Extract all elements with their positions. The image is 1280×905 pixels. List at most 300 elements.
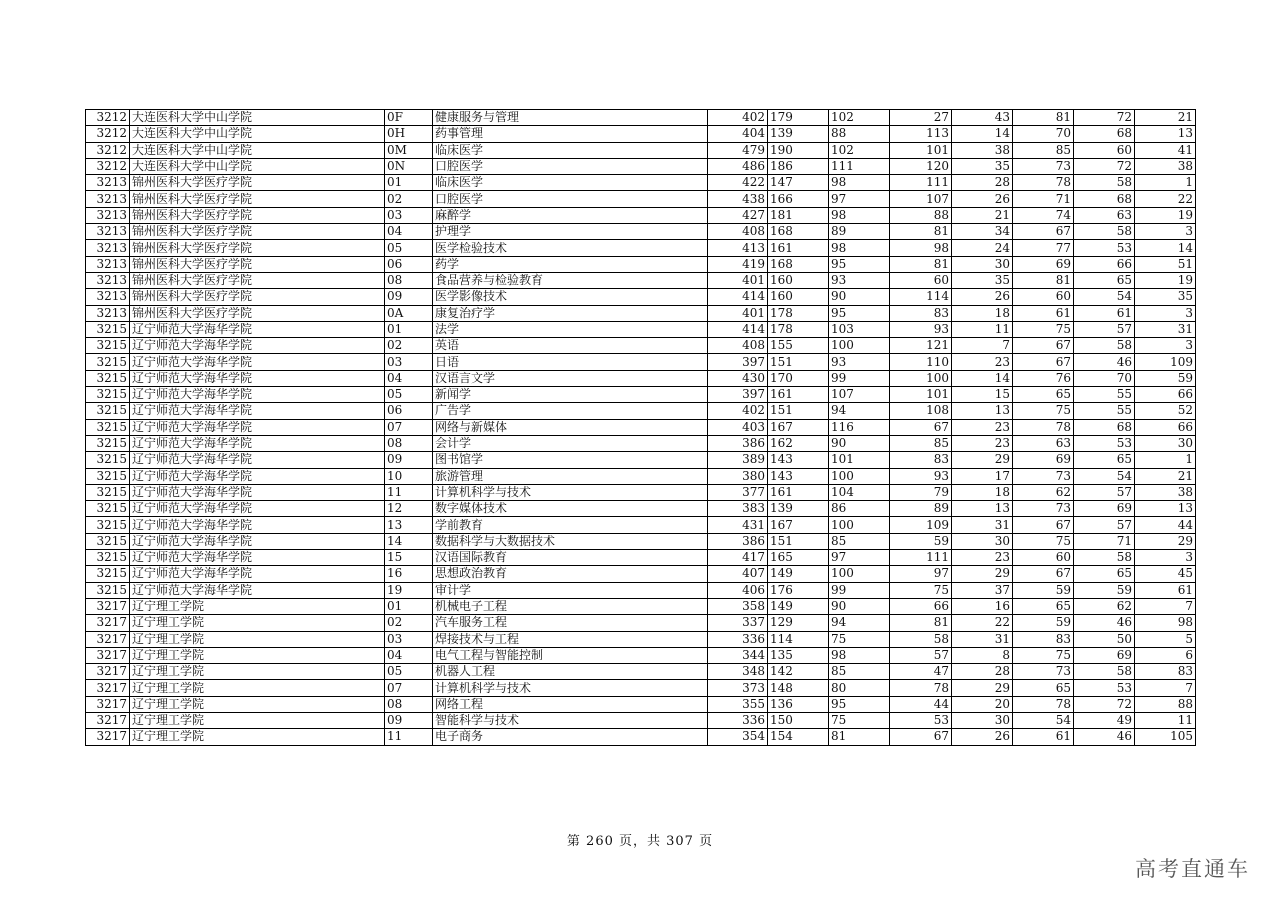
score-2-cell: 95 (829, 256, 890, 272)
score-7-cell: 83 (1135, 664, 1196, 680)
score-4-cell: 35 (952, 272, 1013, 288)
score-7-cell: 6 (1135, 647, 1196, 663)
major-code-cell: 04 (385, 370, 433, 386)
score-3-cell: 83 (890, 305, 952, 321)
score-1-cell: 150 (768, 712, 829, 728)
score-7-cell: 5 (1135, 631, 1196, 647)
score-6-cell: 46 (1074, 729, 1135, 745)
major-name-cell: 汉语国际教育 (433, 550, 708, 566)
school-name-cell: 锦州医科大学医疗学院 (130, 289, 385, 305)
score-5-cell: 65 (1013, 598, 1074, 614)
score-5-cell: 59 (1013, 582, 1074, 598)
school-code-cell: 3213 (86, 224, 130, 240)
major-code-cell: 09 (385, 452, 433, 468)
school-code-cell: 3213 (86, 207, 130, 223)
score-7-cell: 59 (1135, 370, 1196, 386)
score-3-cell: 93 (890, 468, 952, 484)
score-total-cell: 344 (708, 647, 768, 663)
table-row (86, 729, 1196, 745)
school-code-cell: 3215 (86, 517, 130, 533)
score-5-cell: 75 (1013, 533, 1074, 549)
school-name-cell: 辽宁师范大学海华学院 (130, 403, 385, 419)
score-6-cell: 58 (1074, 224, 1135, 240)
score-7-cell: 13 (1135, 126, 1196, 142)
school-code-cell: 3215 (86, 338, 130, 354)
major-name-cell: 图书馆学 (433, 452, 708, 468)
score-total-cell: 422 (708, 175, 768, 191)
score-1-cell: 168 (768, 256, 829, 272)
score-1-cell: 155 (768, 338, 829, 354)
major-code-cell: 10 (385, 468, 433, 484)
table-row (86, 664, 1196, 680)
score-1-cell: 139 (768, 501, 829, 517)
major-code-cell: 02 (385, 191, 433, 207)
score-5-cell: 67 (1013, 338, 1074, 354)
score-total-cell: 389 (708, 452, 768, 468)
table-row (86, 142, 1196, 158)
score-total-cell: 414 (708, 289, 768, 305)
score-2-cell: 98 (829, 175, 890, 191)
table-row (86, 338, 1196, 354)
score-6-cell: 57 (1074, 517, 1135, 533)
school-code-cell: 3215 (86, 435, 130, 451)
score-2-cell: 98 (829, 240, 890, 256)
score-1-cell: 143 (768, 452, 829, 468)
school-code-cell: 3215 (86, 321, 130, 337)
score-1-cell: 143 (768, 468, 829, 484)
score-total-cell: 373 (708, 680, 768, 696)
score-total-cell: 408 (708, 224, 768, 240)
major-code-cell: 06 (385, 403, 433, 419)
school-code-cell: 3212 (86, 142, 130, 158)
school-code-cell: 3217 (86, 631, 130, 647)
score-3-cell: 113 (890, 126, 952, 142)
score-3-cell: 81 (890, 615, 952, 631)
score-1-cell: 178 (768, 305, 829, 321)
score-3-cell: 107 (890, 191, 952, 207)
score-2-cell: 97 (829, 550, 890, 566)
score-3-cell: 108 (890, 403, 952, 419)
score-1-cell: 178 (768, 321, 829, 337)
major-name-cell: 麻醉学 (433, 207, 708, 223)
school-code-cell: 3213 (86, 256, 130, 272)
school-code-cell: 3215 (86, 370, 130, 386)
table-row (86, 272, 1196, 288)
score-5-cell: 75 (1013, 321, 1074, 337)
score-6-cell: 49 (1074, 712, 1135, 728)
score-5-cell: 74 (1013, 207, 1074, 223)
school-code-cell: 3215 (86, 501, 130, 517)
score-2-cell: 88 (829, 126, 890, 142)
score-1-cell: 151 (768, 354, 829, 370)
school-code-cell: 3212 (86, 158, 130, 174)
score-7-cell: 21 (1135, 110, 1196, 126)
score-5-cell: 65 (1013, 680, 1074, 696)
school-code-cell: 3212 (86, 126, 130, 142)
score-4-cell: 16 (952, 598, 1013, 614)
major-name-cell: 计算机科学与技术 (433, 484, 708, 500)
school-name-cell: 辽宁师范大学海华学院 (130, 582, 385, 598)
score-3-cell: 89 (890, 501, 952, 517)
score-7-cell: 3 (1135, 305, 1196, 321)
major-code-cell: 03 (385, 354, 433, 370)
score-6-cell: 65 (1074, 452, 1135, 468)
major-code-cell: 0N (385, 158, 433, 174)
score-6-cell: 53 (1074, 435, 1135, 451)
major-name-cell: 汽车服务工程 (433, 615, 708, 631)
school-code-cell: 3217 (86, 712, 130, 728)
score-4-cell: 35 (952, 158, 1013, 174)
score-1-cell: 135 (768, 647, 829, 663)
major-name-cell: 药事管理 (433, 126, 708, 142)
score-7-cell: 29 (1135, 533, 1196, 549)
score-6-cell: 69 (1074, 647, 1135, 663)
score-4-cell: 28 (952, 175, 1013, 191)
major-name-cell: 网络工程 (433, 696, 708, 712)
major-code-cell: 07 (385, 419, 433, 435)
school-code-cell: 3213 (86, 272, 130, 288)
major-name-cell: 电子商务 (433, 729, 708, 745)
score-3-cell: 81 (890, 224, 952, 240)
major-code-cell: 03 (385, 207, 433, 223)
school-name-cell: 辽宁理工学院 (130, 647, 385, 663)
score-5-cell: 69 (1013, 256, 1074, 272)
score-4-cell: 29 (952, 566, 1013, 582)
major-name-cell: 智能科学与技术 (433, 712, 708, 728)
school-name-cell: 辽宁师范大学海华学院 (130, 484, 385, 500)
score-2-cell: 100 (829, 517, 890, 533)
major-code-cell: 0M (385, 142, 433, 158)
score-total-cell: 407 (708, 566, 768, 582)
school-code-cell: 3213 (86, 175, 130, 191)
school-name-cell: 大连医科大学中山学院 (130, 158, 385, 174)
major-name-cell: 日语 (433, 354, 708, 370)
score-4-cell: 30 (952, 256, 1013, 272)
score-6-cell: 55 (1074, 387, 1135, 403)
score-1-cell: 160 (768, 289, 829, 305)
score-2-cell: 89 (829, 224, 890, 240)
score-1-cell: 162 (768, 435, 829, 451)
school-name-cell: 辽宁师范大学海华学院 (130, 452, 385, 468)
score-6-cell: 69 (1074, 501, 1135, 517)
school-name-cell: 大连医科大学中山学院 (130, 126, 385, 142)
score-total-cell: 380 (708, 468, 768, 484)
score-total-cell: 377 (708, 484, 768, 500)
score-6-cell: 46 (1074, 354, 1135, 370)
school-name-cell: 辽宁师范大学海华学院 (130, 550, 385, 566)
score-4-cell: 26 (952, 191, 1013, 207)
school-code-cell: 3215 (86, 484, 130, 500)
score-total-cell: 417 (708, 550, 768, 566)
score-3-cell: 98 (890, 240, 952, 256)
score-3-cell: 83 (890, 452, 952, 468)
school-code-cell: 3217 (86, 680, 130, 696)
score-6-cell: 57 (1074, 484, 1135, 500)
score-6-cell: 58 (1074, 550, 1135, 566)
score-5-cell: 75 (1013, 403, 1074, 419)
table-row (86, 158, 1196, 174)
school-code-cell: 3215 (86, 533, 130, 549)
score-6-cell: 71 (1074, 533, 1135, 549)
score-5-cell: 78 (1013, 175, 1074, 191)
school-name-cell: 锦州医科大学医疗学院 (130, 256, 385, 272)
score-6-cell: 63 (1074, 207, 1135, 223)
score-1-cell: 161 (768, 387, 829, 403)
score-7-cell: 35 (1135, 289, 1196, 305)
major-name-cell: 思想政治教育 (433, 566, 708, 582)
score-1-cell: 114 (768, 631, 829, 647)
major-name-cell: 汉语言文学 (433, 370, 708, 386)
score-6-cell: 58 (1074, 338, 1135, 354)
score-1-cell: 168 (768, 224, 829, 240)
score-4-cell: 23 (952, 435, 1013, 451)
score-3-cell: 97 (890, 566, 952, 582)
score-4-cell: 28 (952, 664, 1013, 680)
score-2-cell: 90 (829, 435, 890, 451)
score-7-cell: 19 (1135, 207, 1196, 223)
table-row (86, 256, 1196, 272)
school-code-cell: 3213 (86, 305, 130, 321)
major-name-cell: 计算机科学与技术 (433, 680, 708, 696)
major-code-cell: 02 (385, 615, 433, 631)
major-name-cell: 旅游管理 (433, 468, 708, 484)
score-4-cell: 20 (952, 696, 1013, 712)
score-5-cell: 78 (1013, 696, 1074, 712)
score-1-cell: 129 (768, 615, 829, 631)
score-6-cell: 65 (1074, 272, 1135, 288)
school-code-cell: 3217 (86, 729, 130, 745)
score-1-cell: 147 (768, 175, 829, 191)
score-total-cell: 479 (708, 142, 768, 158)
table-row (86, 224, 1196, 240)
score-2-cell: 102 (829, 142, 890, 158)
major-name-cell: 康复治疗学 (433, 305, 708, 321)
school-name-cell: 锦州医科大学医疗学院 (130, 191, 385, 207)
score-2-cell: 94 (829, 615, 890, 631)
score-6-cell: 61 (1074, 305, 1135, 321)
score-4-cell: 7 (952, 338, 1013, 354)
school-name-cell: 辽宁理工学院 (130, 696, 385, 712)
score-4-cell: 30 (952, 533, 1013, 549)
score-total-cell: 427 (708, 207, 768, 223)
score-4-cell: 24 (952, 240, 1013, 256)
major-name-cell: 口腔医学 (433, 191, 708, 207)
school-name-cell: 锦州医科大学医疗学院 (130, 207, 385, 223)
table-row (86, 191, 1196, 207)
score-1-cell: 167 (768, 419, 829, 435)
score-6-cell: 58 (1074, 175, 1135, 191)
school-code-cell: 3215 (86, 387, 130, 403)
score-6-cell: 66 (1074, 256, 1135, 272)
school-code-cell: 3213 (86, 289, 130, 305)
score-5-cell: 67 (1013, 354, 1074, 370)
major-name-cell: 新闻学 (433, 387, 708, 403)
score-3-cell: 93 (890, 321, 952, 337)
score-4-cell: 37 (952, 582, 1013, 598)
page-number: 第 260 页，共 307 页 (566, 834, 714, 849)
score-2-cell: 107 (829, 387, 890, 403)
school-name-cell: 辽宁师范大学海华学院 (130, 419, 385, 435)
score-2-cell: 85 (829, 533, 890, 549)
school-code-cell: 3215 (86, 452, 130, 468)
score-2-cell: 94 (829, 403, 890, 419)
score-5-cell: 81 (1013, 110, 1074, 126)
score-4-cell: 15 (952, 387, 1013, 403)
score-3-cell: 101 (890, 387, 952, 403)
major-name-cell: 会计学 (433, 435, 708, 451)
score-1-cell: 151 (768, 533, 829, 549)
major-code-cell: 13 (385, 517, 433, 533)
score-2-cell: 97 (829, 191, 890, 207)
score-5-cell: 61 (1013, 305, 1074, 321)
score-2-cell: 98 (829, 207, 890, 223)
table-row (86, 387, 1196, 403)
score-6-cell: 53 (1074, 240, 1135, 256)
score-2-cell: 93 (829, 354, 890, 370)
major-code-cell: 15 (385, 550, 433, 566)
school-code-cell: 3215 (86, 419, 130, 435)
table-row (86, 598, 1196, 614)
school-name-cell: 辽宁师范大学海华学院 (130, 468, 385, 484)
score-4-cell: 34 (952, 224, 1013, 240)
score-7-cell: 61 (1135, 582, 1196, 598)
score-total-cell: 383 (708, 501, 768, 517)
score-1-cell: 151 (768, 403, 829, 419)
school-name-cell: 锦州医科大学医疗学院 (130, 272, 385, 288)
score-5-cell: 85 (1013, 142, 1074, 158)
score-total-cell: 386 (708, 533, 768, 549)
table-row (86, 207, 1196, 223)
score-table-container (85, 109, 1196, 746)
score-total-cell: 358 (708, 598, 768, 614)
score-2-cell: 99 (829, 582, 890, 598)
score-6-cell: 54 (1074, 289, 1135, 305)
school-code-cell: 3217 (86, 615, 130, 631)
score-7-cell: 109 (1135, 354, 1196, 370)
major-name-cell: 网络与新媒体 (433, 419, 708, 435)
score-5-cell: 60 (1013, 550, 1074, 566)
table-row (86, 289, 1196, 305)
table-row (86, 647, 1196, 663)
school-name-cell: 辽宁师范大学海华学院 (130, 321, 385, 337)
score-4-cell: 18 (952, 484, 1013, 500)
major-name-cell: 临床医学 (433, 175, 708, 191)
score-6-cell: 59 (1074, 582, 1135, 598)
score-5-cell: 67 (1013, 566, 1074, 582)
score-5-cell: 76 (1013, 370, 1074, 386)
score-5-cell: 83 (1013, 631, 1074, 647)
school-name-cell: 辽宁师范大学海华学院 (130, 533, 385, 549)
score-3-cell: 100 (890, 370, 952, 386)
score-5-cell: 61 (1013, 729, 1074, 745)
score-1-cell: 148 (768, 680, 829, 696)
major-code-cell: 08 (385, 696, 433, 712)
score-5-cell: 73 (1013, 664, 1074, 680)
score-1-cell: 176 (768, 582, 829, 598)
score-4-cell: 17 (952, 468, 1013, 484)
score-2-cell: 75 (829, 712, 890, 728)
score-7-cell: 1 (1135, 175, 1196, 191)
score-7-cell: 88 (1135, 696, 1196, 712)
score-6-cell: 50 (1074, 631, 1135, 647)
school-code-cell: 3215 (86, 550, 130, 566)
score-total-cell: 403 (708, 419, 768, 435)
school-name-cell: 辽宁师范大学海华学院 (130, 566, 385, 582)
score-3-cell: 85 (890, 435, 952, 451)
score-4-cell: 23 (952, 354, 1013, 370)
major-code-cell: 01 (385, 598, 433, 614)
score-1-cell: 160 (768, 272, 829, 288)
table-row (86, 452, 1196, 468)
score-5-cell: 60 (1013, 289, 1074, 305)
score-6-cell: 72 (1074, 158, 1135, 174)
score-4-cell: 31 (952, 517, 1013, 533)
score-3-cell: 81 (890, 256, 952, 272)
table-row (86, 403, 1196, 419)
score-7-cell: 13 (1135, 501, 1196, 517)
major-code-cell: 16 (385, 566, 433, 582)
score-total-cell: 336 (708, 712, 768, 728)
score-1-cell: 139 (768, 126, 829, 142)
score-1-cell: 149 (768, 566, 829, 582)
score-5-cell: 59 (1013, 615, 1074, 631)
score-1-cell: 190 (768, 142, 829, 158)
major-code-cell: 0A (385, 305, 433, 321)
score-total-cell: 401 (708, 272, 768, 288)
school-name-cell: 辽宁理工学院 (130, 598, 385, 614)
score-total-cell: 430 (708, 370, 768, 386)
score-1-cell: 161 (768, 484, 829, 500)
major-code-cell: 14 (385, 533, 433, 549)
score-2-cell: 90 (829, 598, 890, 614)
major-code-cell: 01 (385, 175, 433, 191)
score-1-cell: 179 (768, 110, 829, 126)
school-code-cell: 3217 (86, 696, 130, 712)
school-name-cell: 辽宁师范大学海华学院 (130, 435, 385, 451)
score-7-cell: 7 (1135, 598, 1196, 614)
score-4-cell: 26 (952, 729, 1013, 745)
table-row (86, 419, 1196, 435)
score-4-cell: 13 (952, 501, 1013, 517)
score-total-cell: 431 (708, 517, 768, 533)
major-code-cell: 05 (385, 240, 433, 256)
score-3-cell: 120 (890, 158, 952, 174)
school-name-cell: 辽宁师范大学海华学院 (130, 517, 385, 533)
score-4-cell: 43 (952, 110, 1013, 126)
score-5-cell: 73 (1013, 158, 1074, 174)
major-code-cell: 19 (385, 582, 433, 598)
table-row (86, 517, 1196, 533)
score-7-cell: 98 (1135, 615, 1196, 631)
table-row (86, 305, 1196, 321)
table-row (86, 484, 1196, 500)
score-4-cell: 30 (952, 712, 1013, 728)
score-6-cell: 70 (1074, 370, 1135, 386)
score-3-cell: 78 (890, 680, 952, 696)
score-4-cell: 13 (952, 403, 1013, 419)
score-total-cell: 408 (708, 338, 768, 354)
school-name-cell: 锦州医科大学医疗学院 (130, 175, 385, 191)
score-3-cell: 67 (890, 729, 952, 745)
table-row (86, 566, 1196, 582)
major-name-cell: 焊接技术与工程 (433, 631, 708, 647)
score-1-cell: 154 (768, 729, 829, 745)
school-code-cell: 3217 (86, 598, 130, 614)
major-name-cell: 医学影像技术 (433, 289, 708, 305)
score-7-cell: 7 (1135, 680, 1196, 696)
major-name-cell: 电气工程与智能控制 (433, 647, 708, 663)
table-row (86, 615, 1196, 631)
